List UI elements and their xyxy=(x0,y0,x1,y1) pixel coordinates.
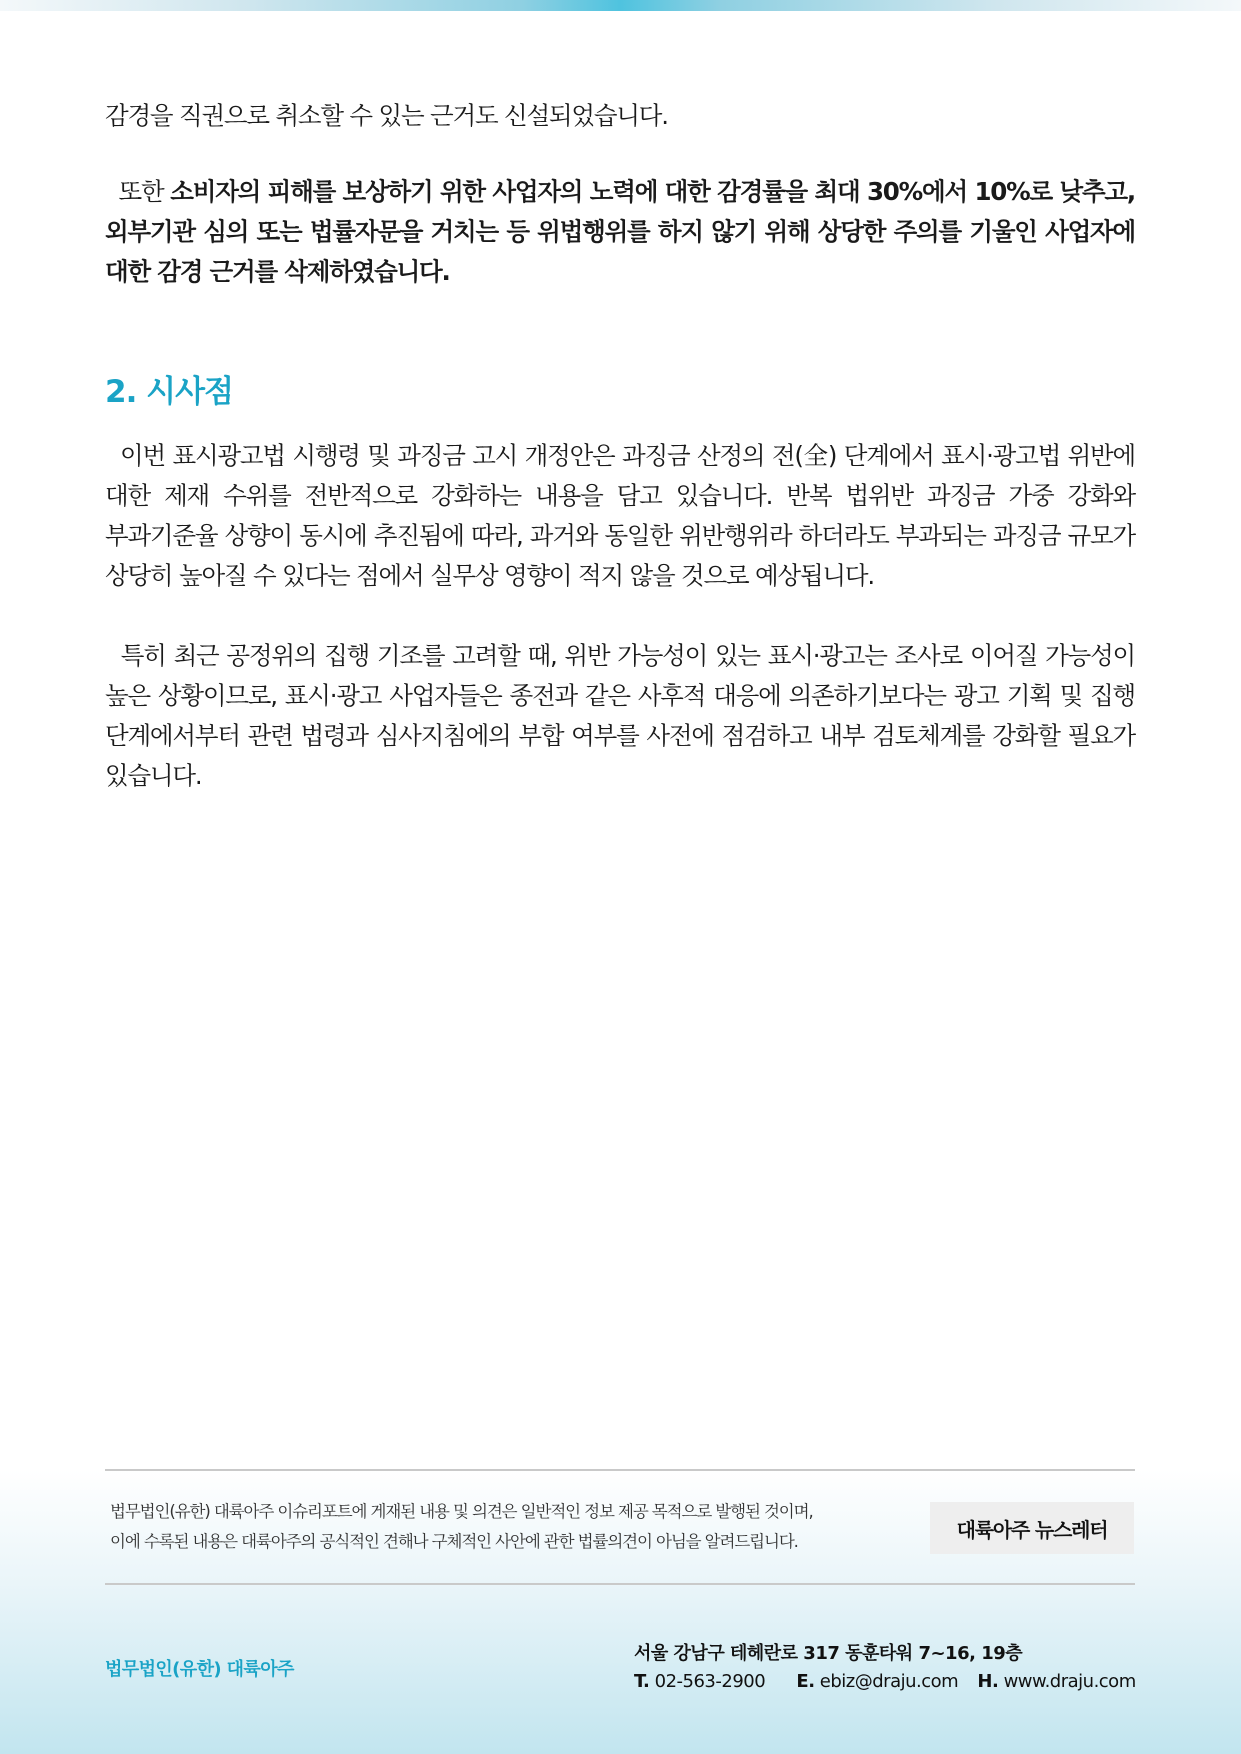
implications-paragraph-2 xyxy=(105,636,1135,796)
footer-divider-top xyxy=(105,1469,1135,1471)
reduction-paragraph-prefix: 또한 xyxy=(118,177,171,206)
continuation-paragraph: 감경을 직권으로 취소할 수 있는 근거도 신설되었습니다. xyxy=(105,101,668,130)
email-label: E. xyxy=(796,1671,815,1692)
newsletter-button[interactable]: 대륙아주 뉴스레터 xyxy=(930,1502,1134,1554)
implications-paragraph-2-text: 특히 최근 공정위의 집행 기조를 고려할 때, 위반 가능성이 있는 표시·광고는 조사로 이어질 가능성이 높은 상황이므로, 표시·광고 사업자들은 종전과 같은 사후적 대응에 의존하기보다는 광고 기획 및 집행 단계에서부터 관련 법령과 심사지침에의 부합 여부를 사전에 점검하고 내부 검토체계를 강화할 필요가 있습니다. xyxy=(105,641,1135,790)
footer-divider-bottom xyxy=(105,1583,1135,1585)
email-link[interactable]: ebiz@draju.com xyxy=(819,1671,959,1692)
website-link[interactable]: www.draju.com xyxy=(1003,1671,1136,1692)
phone-label: T. xyxy=(634,1671,650,1692)
section-title: 2. 시사점 xyxy=(105,374,233,410)
implications-paragraph-1-text: 이번 표시광고법 시행령 및 과징금 고시 개정안은 과징금 산정의 전(全) 단계에서 표시·광고법 위반에 대한 제재 수위를 전반적으로 강화하는 내용을 담고 있습니다. 반복 법위반 과징금 가중 강화와 부과기준율 상향이 동시에 추진됨에 따라, 과거와 동일한 위반행위라 하더라도 부과되는 과징금 규모가 상당히 높아질 수 있다는 점에서 실무상 영향이 적지 않을 것으로 예상됩니다. xyxy=(105,441,1135,590)
reduction-paragraph xyxy=(105,172,1135,292)
firm-name: 법무법인(유한) 대륙아주 xyxy=(105,1659,294,1680)
implications-paragraph-1 xyxy=(105,436,1135,596)
reduction-paragraph-bold: 소비자의 피해를 보상하기 위한 사업자의 노력에 대한 감경률을 최대 30%에서 10%로 낮추고, 외부기관 심의 또는 법률자문을 거치는 등 위법행위를 하지 않기 위해 상당한 주의를 기울인 사업자에 대한 감경 근거를 삭제하였습니다. xyxy=(105,177,1135,286)
address: 서울 강남구 테헤란로 317 동훈타워 7~16, 19층 xyxy=(634,1643,1023,1664)
contact-line xyxy=(634,1668,1136,1696)
phone-number: 02-563-2900 xyxy=(654,1671,766,1692)
contact-info xyxy=(634,1640,1136,1696)
disclaimer-line-2: 이에 수록된 내용은 대륙아주의 공식적인 견해나 구체적인 사안에 관한 법률의견이 아님을 알려드립니다. xyxy=(110,1532,798,1551)
web-label: H. xyxy=(977,1671,999,1692)
top-gradient-band xyxy=(0,0,1241,11)
disclaimer-line-1: 법무법인(유한) 대륙아주 이슈리포트에 게재된 내용 및 의견은 일반적인 정보 제공 목적으로 발행된 것이며, xyxy=(110,1502,813,1521)
disclaimer xyxy=(110,1497,890,1557)
article-body xyxy=(105,96,1135,796)
